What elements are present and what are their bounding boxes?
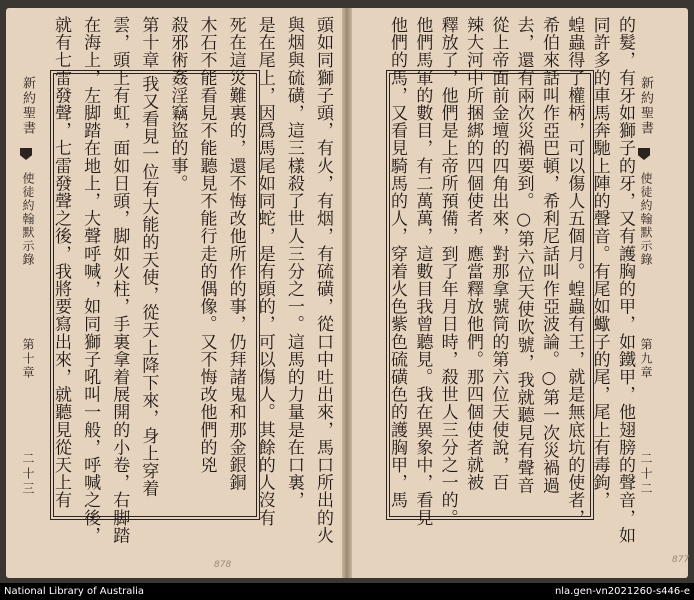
chapter-mark-icon (20, 148, 32, 160)
page-number: 二十三 (21, 452, 35, 497)
text-column: 第十章 我又看見一位有大能的天使，從天上降下來，身上穿着 (138, 16, 159, 498)
text-column: 殺邪術姦淫竊盜的事。 (167, 16, 188, 192)
chapter-label: 第十章 (21, 338, 35, 380)
section-title: 使徒約翰默示錄 (21, 172, 35, 267)
right-page (352, 8, 688, 578)
text-column: 去，還有兩次災禍要到。○第六位天使吹號，我就聽見有聲音 (513, 16, 534, 495)
text-column: 死在這災難裏的，還不悔改他所作的事，仍拜諸鬼和那金銀銅 (225, 16, 246, 492)
book-title: 新約聖書 (638, 76, 653, 136)
text-column: 他們的馬，又看見騎馬的人，穿着火色紫色硫磺色的護胸甲，馬 (387, 16, 407, 509)
text-column: 從上帝面前金壇的四角出來，對那拿號筒的第六位天使說，百 (488, 16, 509, 492)
text-column: 就有七雷發聲，七雷發聲之後，我將要寫出來，就聽見從天上有 (51, 16, 71, 509)
text-column: 在海上，左脚踏在地上，大聲呼喊，如同獅子吼叫一般，呼喊之後， (80, 16, 101, 544)
text-column: 頭如同獅子頭，有火，有烟，有硫磺，從口中吐出來，馬口所出的火 (312, 16, 333, 544)
footer-library-name: National Library of Australia (4, 586, 145, 597)
left-page (6, 8, 342, 578)
text-column: 釋放了，他們是上帝所預備，到了年月日時，殺世人三分之一的。 (437, 16, 458, 527)
page-number: 二十二 (639, 452, 653, 497)
text-column: 雲，頭上有虹，面如日頭，脚如火柱，手裏拿着展開的小卷，右脚踏 (109, 16, 130, 544)
text-column: 同許多的車馬奔馳上陣的聲音。有尾如蠍子的尾，尾上有毒鉤， (589, 16, 610, 509)
text-columns (50, 16, 334, 570)
text-column: 蝗蟲得了權柄，可以傷人五個月。蝗蟲有王，就是無底坑的使者， (564, 16, 585, 527)
text-columns (386, 16, 636, 570)
book-title: 新約聖書 (20, 76, 35, 136)
chapter-label: 第九章 (639, 338, 653, 380)
footer-bar (0, 583, 694, 600)
pencil-folio-left: 878 (214, 560, 232, 570)
text-column: 的髮，有牙如獅子的牙，又有護胸的甲，如鐵甲，他翅膀的聲音，如 (614, 16, 635, 544)
pencil-folio-right: 877 (672, 555, 690, 565)
text-column: 他們馬軍的數目，有二萬萬，這數目我曾聽見。我在異象中，看見 (412, 16, 433, 527)
footer-item-id: nla.gen-vn2021260-s446-e (554, 586, 690, 597)
text-column: 與烟與硫磺，這三樣殺了世人三分之一。這馬的力量是在口裏， (283, 16, 304, 509)
text-column: 是在尾上，因爲馬尾如同蛇，是有頭的，可以傷人。其餘的人沒有 (254, 16, 275, 527)
book-gutter (342, 8, 352, 578)
chapter-mark-icon (638, 148, 650, 160)
text-column: 辣大河中所捆綁的四個使者，應當釋放他們。那四個使者就被 (462, 16, 483, 492)
section-title: 使徒約翰默示錄 (639, 172, 653, 267)
text-column: 希伯來話叫作亞巴頓，希利尼話叫作亞波論。○第一次災禍過 (538, 16, 559, 495)
text-column: 木石不能看見不能聽見不能行走的偶像。又不悔改他們的兇 (196, 16, 217, 474)
